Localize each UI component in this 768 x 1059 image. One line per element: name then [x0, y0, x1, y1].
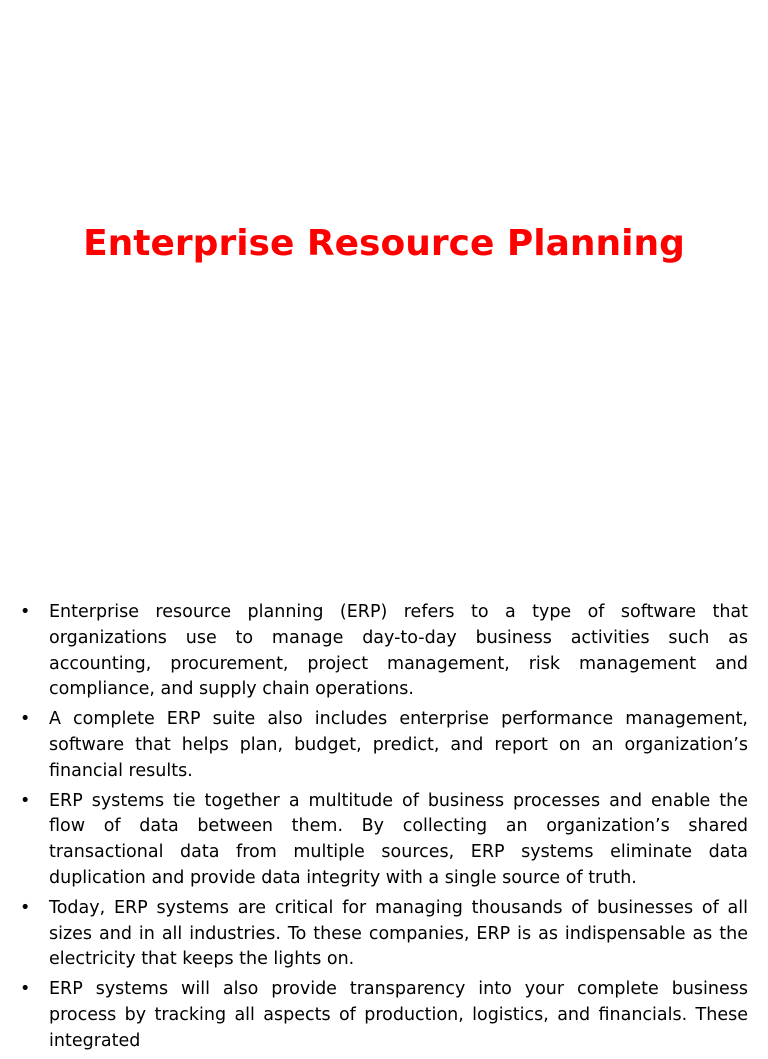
bullet-dot-icon: • — [20, 709, 31, 730]
bullet-item — [20, 896, 748, 973]
bullet-list — [20, 600, 748, 1059]
bullet-text: ERP systems tie together a multitude of business processes and enable the flow of data between them. By collecting an organization’s shared transactional data from multiple sources, ERP systems eliminate data duplication and provide data integrity with a single source of truth. — [49, 790, 748, 888]
bullet-dot-icon: • — [20, 602, 31, 622]
bullet-text: ERP systems will also provide transparency into your complete business process by tracking all aspects of production, logistics, and financials. These integrated — [49, 979, 748, 1051]
bullet-item — [20, 977, 748, 1054]
bullet-dot-icon: • — [20, 897, 31, 918]
bullet-text: Today, ERP systems are critical for managing thousands of businesses of all sizes and in all industries. To these companies, ERP is as indispensable as the electricity that keeps the lights on. — [49, 897, 748, 970]
bullet-text: A complete ERP suite also includes enterprise performance management, software that helps plan, budget, predict, and report on an organization’s financial results. — [49, 709, 748, 781]
bullet-dot-icon: • — [20, 790, 31, 811]
bullet-item — [20, 600, 748, 703]
bullet-item — [20, 789, 748, 892]
bullet-text: Enterprise resource planning (ERP) refers to a type of software that organizations use to manage day-to-day business activities such as accounting, procurement, project management, risk management and compliance, and supply chain operations. — [49, 602, 748, 700]
slide-title: Enterprise Resource Planning — [83, 223, 685, 264]
bullet-dot-icon: • — [20, 979, 31, 1000]
bullet-item — [20, 707, 748, 784]
